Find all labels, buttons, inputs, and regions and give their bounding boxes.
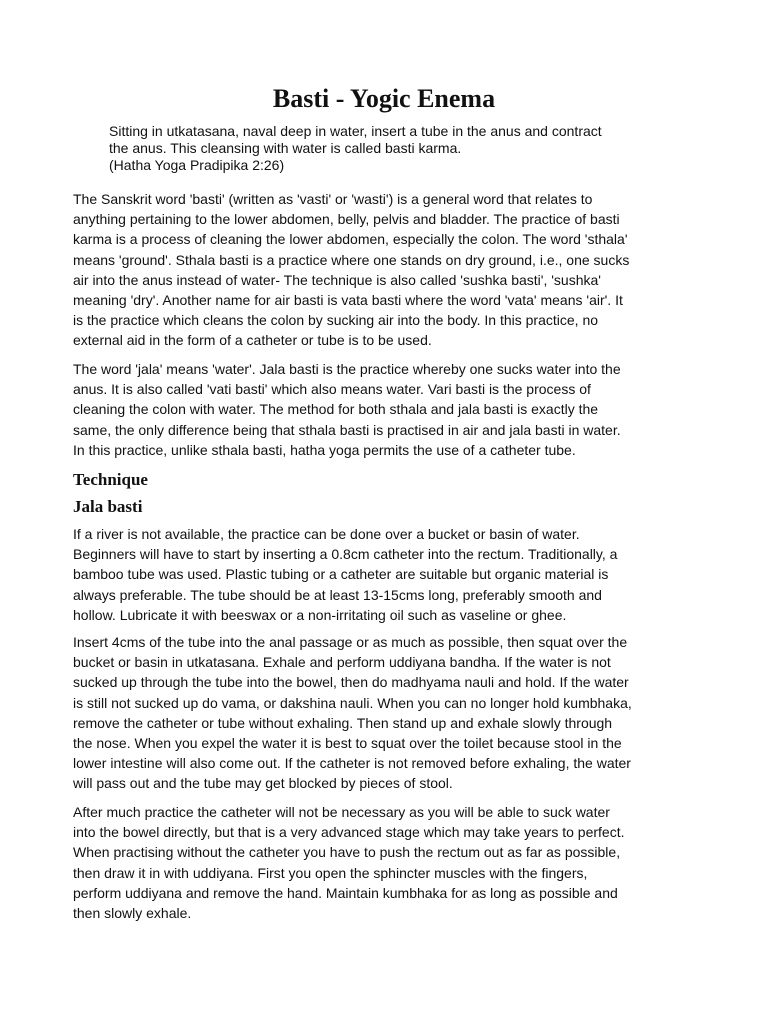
text-line: Beginners will have to start by inserting a 0.8cm catheter into the rectum. Traditionally, a xyxy=(73,546,618,563)
text-line: is still not sucked up do vama, or dakshina nauli. When you can no longer hold kumbhaka, xyxy=(73,694,632,711)
text-line: means 'ground'. Sthala basti is a practice where one stands on dry ground, i.e., one sucks xyxy=(73,251,630,268)
section-heading-technique: Technique xyxy=(73,470,148,489)
text-line: air into the anus instead of water- The technique is also called 'sushka basti', 'sushka' xyxy=(73,271,601,288)
text-line: perform uddiyana and remove the hand. Maintain kumbhaka for as long as possible and xyxy=(73,884,618,901)
section-heading-jala-basti: Jala basti xyxy=(73,497,143,516)
epigraph-line: (Hatha Yoga Pradipika 2:26) xyxy=(109,157,285,173)
jala-paragraph-1 xyxy=(73,524,691,625)
text-line: hollow. Lubricate it with beeswax or a non-irritating oil such as vaseline or ghee. xyxy=(73,606,567,623)
page-title: Basti - Yogic Enema xyxy=(272,84,496,113)
text-line: When practising without the catheter you have to push the rectum out as far as possible, xyxy=(73,844,621,861)
text-line: meaning 'dry'. Another name for air basti is vata basti where the word 'vata' means 'air'. It xyxy=(73,292,623,309)
text-line: then slowly exhale. xyxy=(73,905,192,922)
text-line: into the bowel directly, but that is a very advanced stage which may take years to perfect. xyxy=(73,824,625,841)
text-line: lower intestine will also come out. If the catheter is not removed before exhaling, the water xyxy=(73,755,631,772)
text-line: anything pertaining to the lower abdomen, belly, pelvis and bladder. The practice of basti xyxy=(73,211,620,228)
text-line: always preferable. The tube should be at least 13-15cms long, preferably smooth and xyxy=(73,586,602,603)
text-line: external aid in the form of a catheter or tube is to be used. xyxy=(73,332,432,349)
epigraph-line: Sitting in utkatasana, naval deep in water, insert a tube in the anus and contract xyxy=(109,123,602,139)
text-line: bamboo tube was used. Plastic tubing or a catheter are suitable but organic material is xyxy=(73,566,609,583)
text-line: If a river is not available, the practice can be done over a bucket or basin of water. xyxy=(73,526,580,542)
text-line: then draw it in with uddiyana. First you open the sphincter muscles with the fingers, xyxy=(73,864,588,881)
text-line: remove the catheter or tube without exhaling. Then stand up and exhale slowly through xyxy=(73,714,613,731)
text-line: sucked up through the tube into the bowel, then do madhyama nauli and hold. If the water xyxy=(73,674,629,691)
text-line: is the practice which cleans the colon by sucking air into the body. In this practice, no xyxy=(73,312,599,329)
epigraph-line: the anus. This cleansing with water is called basti karma. xyxy=(109,140,462,156)
text-line: The word 'jala' means 'water'. Jala basti is the practice whereby one sucks water into the xyxy=(73,361,621,377)
text-line: karma is a process of cleaning the lower abdomen, especially the colon. The word 'sthala' xyxy=(73,231,628,248)
text-line: anus. It is also called 'vati basti' which also means water. Vari basti is the process of xyxy=(73,381,591,398)
text-line: the nose. When you expel the water it is best to squat over the toilet because stool in the xyxy=(73,735,622,752)
epigraph xyxy=(109,123,669,174)
text-line: same, the only difference being that sthala basti is practised in air and jala basti in water. xyxy=(73,421,621,438)
text-line: In this practice, unlike sthala basti, hatha yoga permits the use of a catheter tube. xyxy=(73,441,576,458)
jala-paragraph-2 xyxy=(73,632,691,794)
intro-paragraph-1 xyxy=(73,189,691,351)
text-line: will pass out and the tube may get blocked by pieces of stool. xyxy=(73,775,453,792)
text-line: bucket or basin in utkatasana. Exhale and perform uddiyana bandha. If the water is not xyxy=(73,654,611,671)
text-line: cleaning the colon with water. The method for both sthala and jala basti is exactly the xyxy=(73,401,599,418)
intro-paragraph-2 xyxy=(73,359,691,460)
jala-paragraph-3 xyxy=(73,802,691,923)
text-line: Insert 4cms of the tube into the anal passage or as much as possible, then squat over the xyxy=(73,634,628,650)
text-line: The Sanskrit word 'basti' (written as 'vasti' or 'wasti') is a general word that relates to xyxy=(73,191,593,207)
text-line: After much practice the catheter will not be necessary as you will be able to suck water xyxy=(73,804,610,820)
